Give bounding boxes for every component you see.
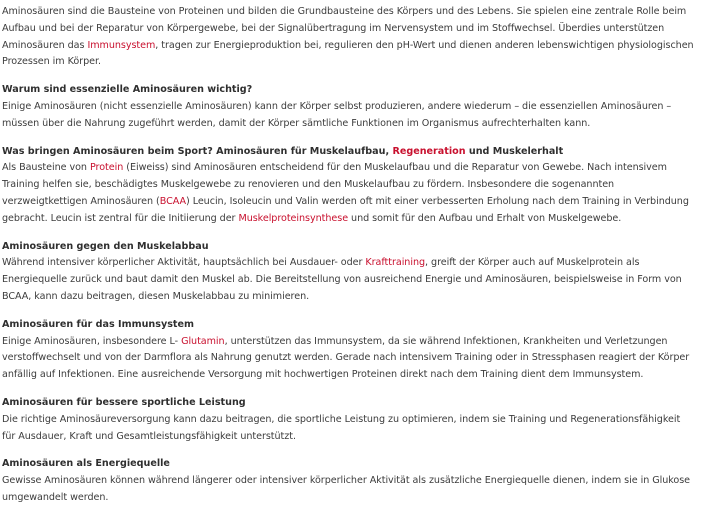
intro-paragraph: Aminosäuren sind die Bausteine von Proteinen und bilden die Grundbausteine des Körpers und des Lebens. Sie spielen eine zentrale Rolle beim Aufbau und bei der Reparatur von Körpergewebe, bei der Signalübertragung im Nervensystem und im Stoffwechsel. Überdies unterstützen Aminosäuren das Immunsystem, tragen zur Energieproduktion bei, regulieren den pH-Wert und dienen anderen lebenswichtigen physiologischen Prozessen im Körper. <box>2 6 694 68</box>
heading-energy: Aminosäuren als Energiequelle <box>2 458 170 470</box>
link-muskelproteinsynthese[interactable]: Muskelproteinsynthese <box>238 212 349 224</box>
paragraph-immune: Einige Aminosäuren, insbesondere L- Glutamin, unterstützen das Immunsystem, da sie während Infektionen, Krankheiten und Verletzungen verstoffwechselt und von der Darmflora als Nahrung genutzt werden. Gerade nach intensivem Training oder in Stressphasen reagiert der Körper anfällig auf Infektionen. Eine ausreichende Versorgung mit hochwertigen Proteinen direkt nach dem Training dient dem Immunsystem. <box>2 335 690 381</box>
heading-sport: Was bringen Aminosäuren beim Sport? Aminosäuren für Muskelaufbau, Regeneration und Muskelerhalt <box>2 145 564 157</box>
paragraph-energy: Gewisse Aminosäuren können während längerer oder intensiver körperlicher Aktivität als zusätzliche Energiequelle dienen, indem sie in Glukose umgewandelt werden. <box>2 475 691 503</box>
link-bcaa[interactable]: BCAA <box>159 195 187 207</box>
link-krafttraining[interactable]: Krafttraining <box>365 257 426 269</box>
paragraph-muscle-loss: Während intensiver körperlicher Aktivität, hauptsächlich bei Ausdauer- oder Krafttraining, greift der Körper auch auf Muskelprotein als Energiequelle zurück und baut damit den Muskel ab. Die Bereitstellung von ausreichend Energie und Aminosäuren, beispielsweise in Form von BCAA, kann dazu beitragen, diesen Muskelabbau zu minimieren. <box>2 257 682 302</box>
paragraph-essential-amino: Einige Aminosäuren (nicht essenzielle Aminosäuren) kann der Körper selbst produzieren, andere wiederum – die essenziellen Aminosäuren – müssen über die Nahrung zugeführt werden, damit der Körper sämtliche Funktionen im Organismus aufrechterhalten kann. <box>2 100 672 129</box>
heading-immune: Aminosäuren für das Immunsystem <box>2 318 195 330</box>
paragraph-performance: Die richtige Aminosäureversorgung kann dazu beitragen, die sportliche Leistung zu optimieren, indem sie Training und Regenerationsfähigkeit für Ausdauer, Kraft und Gesamtleistungsfähigkeit unterstützt. <box>2 413 681 442</box>
paragraph-sport: Als Bausteine von Protein (Eiweiss) sind Aminosäuren entscheidend für den Muskelaufbau und die Reparatur von Gewebe. Nach intensivem Training helfen sie, beschädigtes Muskelgewebe zu renovieren und den Muskelaufbau zu fördern. Insbesondere die sogenannten verzweigtkettigen Aminosäuren (BCAA) Leucin, Isoleucin und Valin werden oft mit einer verbesserten Erholung nach dem Training in Verbindung gebracht. Leucin ist zentral für die Initiierung der Muskelproteinsynthese und somit für den Aufbau und Erhalt von Muskelgewebe. <box>2 162 689 224</box>
link-glutamin[interactable]: Glutamin <box>181 335 225 347</box>
heading-muscle-loss: Aminosäuren gegen den Muskelabbau <box>2 240 209 252</box>
heading-performance: Aminosäuren für bessere sportliche Leistung <box>2 396 246 408</box>
link-immunsystem[interactable]: Immunsystem <box>87 39 156 51</box>
link-protein[interactable]: Protein <box>89 162 124 174</box>
link-regeneration[interactable]: Regeneration <box>392 145 466 157</box>
heading-essential-amino: Warum sind essenzielle Aminosäuren wichtig? <box>2 84 253 96</box>
